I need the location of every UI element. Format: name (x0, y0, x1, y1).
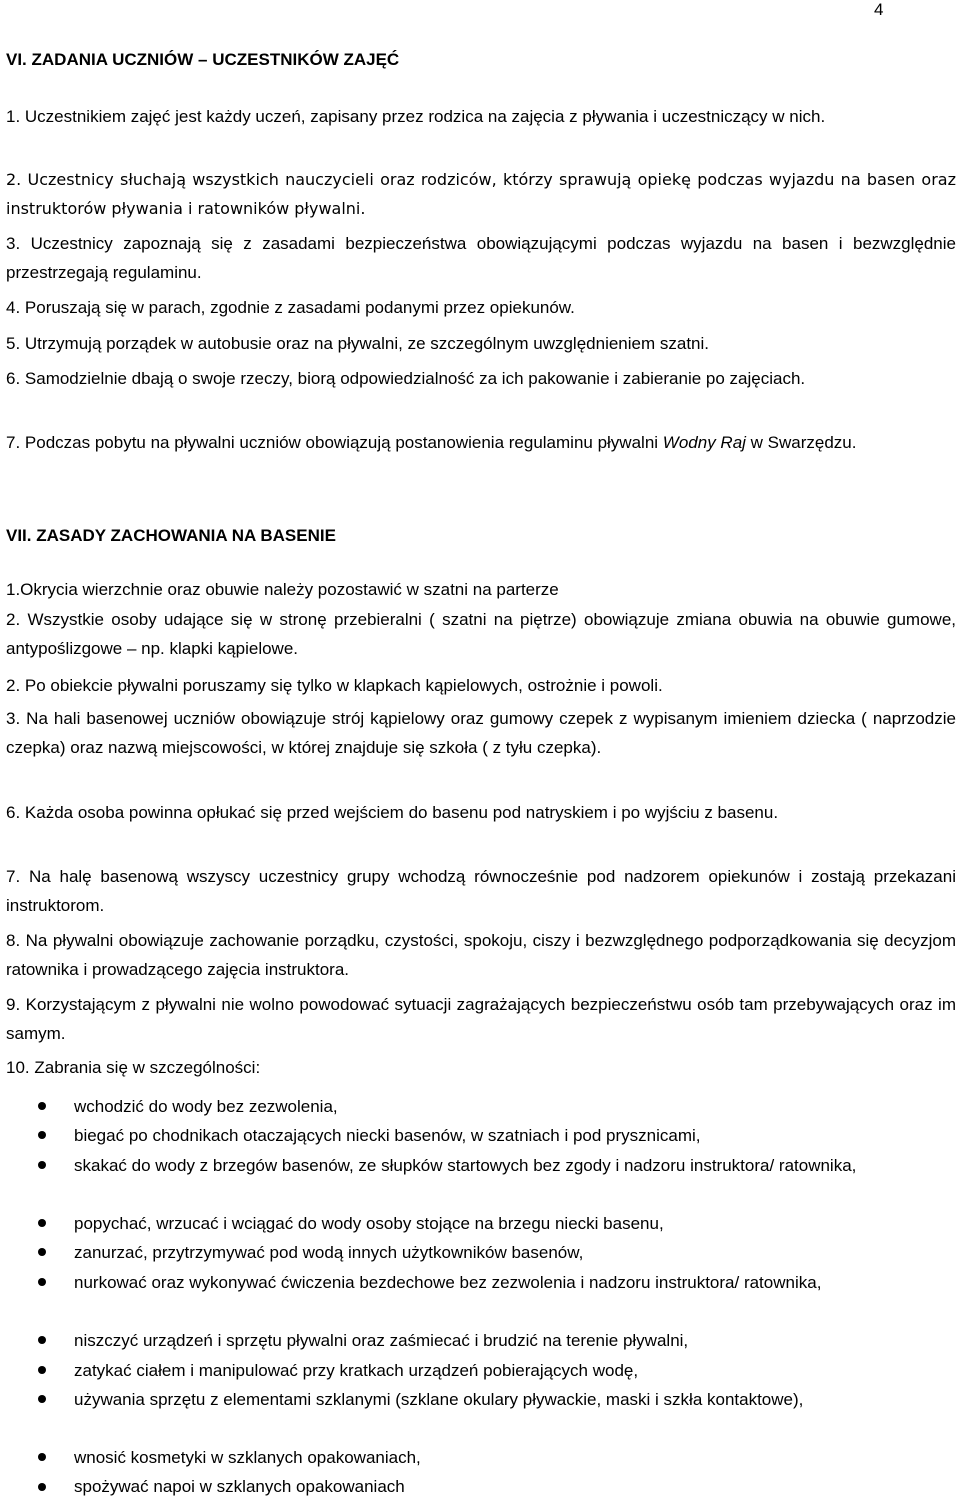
prohibition-item: używania sprzętu z elementami szklanymi (szklane okulary pływackie, maski i szkła kontaktowe), (74, 1390, 804, 1409)
section-6-item-1: 1. Uczestnikiem zajęć jest każdy uczeń, zapisany przez rodzica na zajęcia z pływania i uczestniczący w nich. (6, 107, 826, 126)
section-6-item-7-italic: Wodny Raj (662, 433, 746, 452)
section-6-item-7-suffix: w Swarzędzu. (745, 433, 857, 452)
prohibition-item: zatykać ciałem i manipulować przy kratkach urządzeń pobierających wodę, (74, 1361, 639, 1380)
bullet-icon (38, 1219, 46, 1227)
prohibition-item: nurkować oraz wykonywać ćwiczenia bezdechowe bez zezwolenia i nadzoru instruktora/ ratownika, (74, 1273, 822, 1292)
section-6-item-5: 5. Utrzymują porządek w autobusie oraz na pływalni, ze szczególnym uwzględnieniem szatni. (6, 334, 710, 353)
section-6-item-6: 6. Samodzielnie dbają o swoje rzeczy, biorą odpowiedzialność za ich pakowanie i zabieranie po zajęciach. (6, 369, 806, 388)
section-7-item-2a: 2. Wszystkie osoby udające się w stronę przebieralni ( szatni na piętrze) obowiązuje zmiana obuwia na obuwie gumowe, antypoślizgowe – np. klapki kąpielowe. (6, 610, 956, 658)
prohibition-item: wchodzić do wody bez zezwolenia, (74, 1097, 338, 1116)
prohibition-item: niszczyć urządzeń i sprzętu pływalni oraz zaśmiecać i brudzić na terenie pływalni, (74, 1331, 689, 1350)
section-7-item-7: 7. Na halę basenową wszyscy uczestnicy grupy wchodzą równocześnie pod nadzorem opiekunów i zostają przekazani instruktorom. (6, 867, 956, 915)
bullet-icon (38, 1102, 46, 1110)
bullet-icon (38, 1395, 46, 1403)
bullet-icon (38, 1336, 46, 1344)
section-6-item-4: 4. Poruszają się w parach, zgodnie z zasadami podanymi przez opiekunów. (6, 298, 575, 317)
section-7-item-2b: 2. Po obiekcie pływalni poruszamy się tylko w klapkach kąpielowych, ostrożnie i powoli. (6, 676, 663, 695)
section-7-item-6: 6. Każda osoba powinna opłukać się przed wejściem do basenu pod natryskiem i po wyjściu z basenu. (6, 803, 779, 822)
bullet-icon (38, 1161, 46, 1169)
prohibition-item: skakać do wody z brzegów basenów, ze słupków startowych bez zgody i nadzoru instruktora/ ratownika, (74, 1156, 857, 1175)
prohibition-item: zanurzać, przytrzymywać pod wodą innych użytkowników basenów, (74, 1243, 584, 1262)
section-7-item-8: 8. Na pływalni obowiązuje zachowanie porządku, czystości, spokoju, ciszy i bezwzględnego podporządkowania się decyzjom ratownika i prowadzącego zajęcia instruktora. (6, 931, 956, 979)
section-7-item-10: 10. Zabrania się w szczególności: (6, 1058, 261, 1077)
section-6-heading: VI. ZADANIA UCZNIÓW – UCZESTNIKÓW ZAJĘĆ (6, 50, 400, 69)
bullet-icon (38, 1248, 46, 1256)
prohibition-item: biegać po chodnikach otaczających niecki basenów, w szatniach i pod prysznicami, (74, 1126, 701, 1145)
bullet-icon (38, 1278, 46, 1286)
bullet-icon (38, 1131, 46, 1139)
prohibition-item: popychać, wrzucać i wciągać do wody osoby stojące na brzegu niecki basenu, (74, 1214, 664, 1233)
section-7-item-3: 3. Na hali basenowej uczniów obowiązuje strój kąpielowy oraz gumowy czepek z wypisanym imieniem dziecka ( naprzodzie czepka) oraz nazwą miejscowości, w której znajduje się szkoła ( z tyłu czepka). (6, 709, 956, 757)
prohibition-item: wnosić kosmetyki w szklanych opakowaniach, (74, 1448, 421, 1467)
section-6-item-7 (6, 429, 956, 458)
section-7-item-1: 1.Okrycia wierzchnie oraz obuwie należy pozostawić w szatni na parterze (6, 580, 559, 599)
bullet-icon (38, 1483, 46, 1491)
page-number: 4 (874, 0, 884, 19)
section-7-heading: VII. ZASADY ZACHOWANIA NA BASENIE (6, 526, 336, 545)
section-6-item-3: 3. Uczestnicy zapoznają się z zasadami bezpieczeństwa obowiązującymi podczas wyjazdu na basen i bezwzględnie przestrzegają regulaminu. (6, 234, 956, 282)
section-7-item-9: 9. Korzystającym z pływalni nie wolno powodować sytuacji zagrażających bezpieczeństwu osób tam przebywających oraz im samym. (6, 995, 956, 1043)
section-6-item-2: 2. Uczestnicy słuchają wszystkich nauczycieli oraz rodziców, którzy sprawują opiekę podczas wyjazdu na basen oraz instruktorów pływania i ratowników pływalni. (6, 170, 956, 218)
prohibition-item: spożywać napoi w szklanych opakowaniach (74, 1477, 405, 1496)
section-6-item-7-prefix: 7. Podczas pobytu na pływalni uczniów obowiązują postanowienia regulaminu pływalni (6, 433, 663, 452)
bullet-icon (38, 1453, 46, 1461)
bullet-icon (38, 1366, 46, 1374)
